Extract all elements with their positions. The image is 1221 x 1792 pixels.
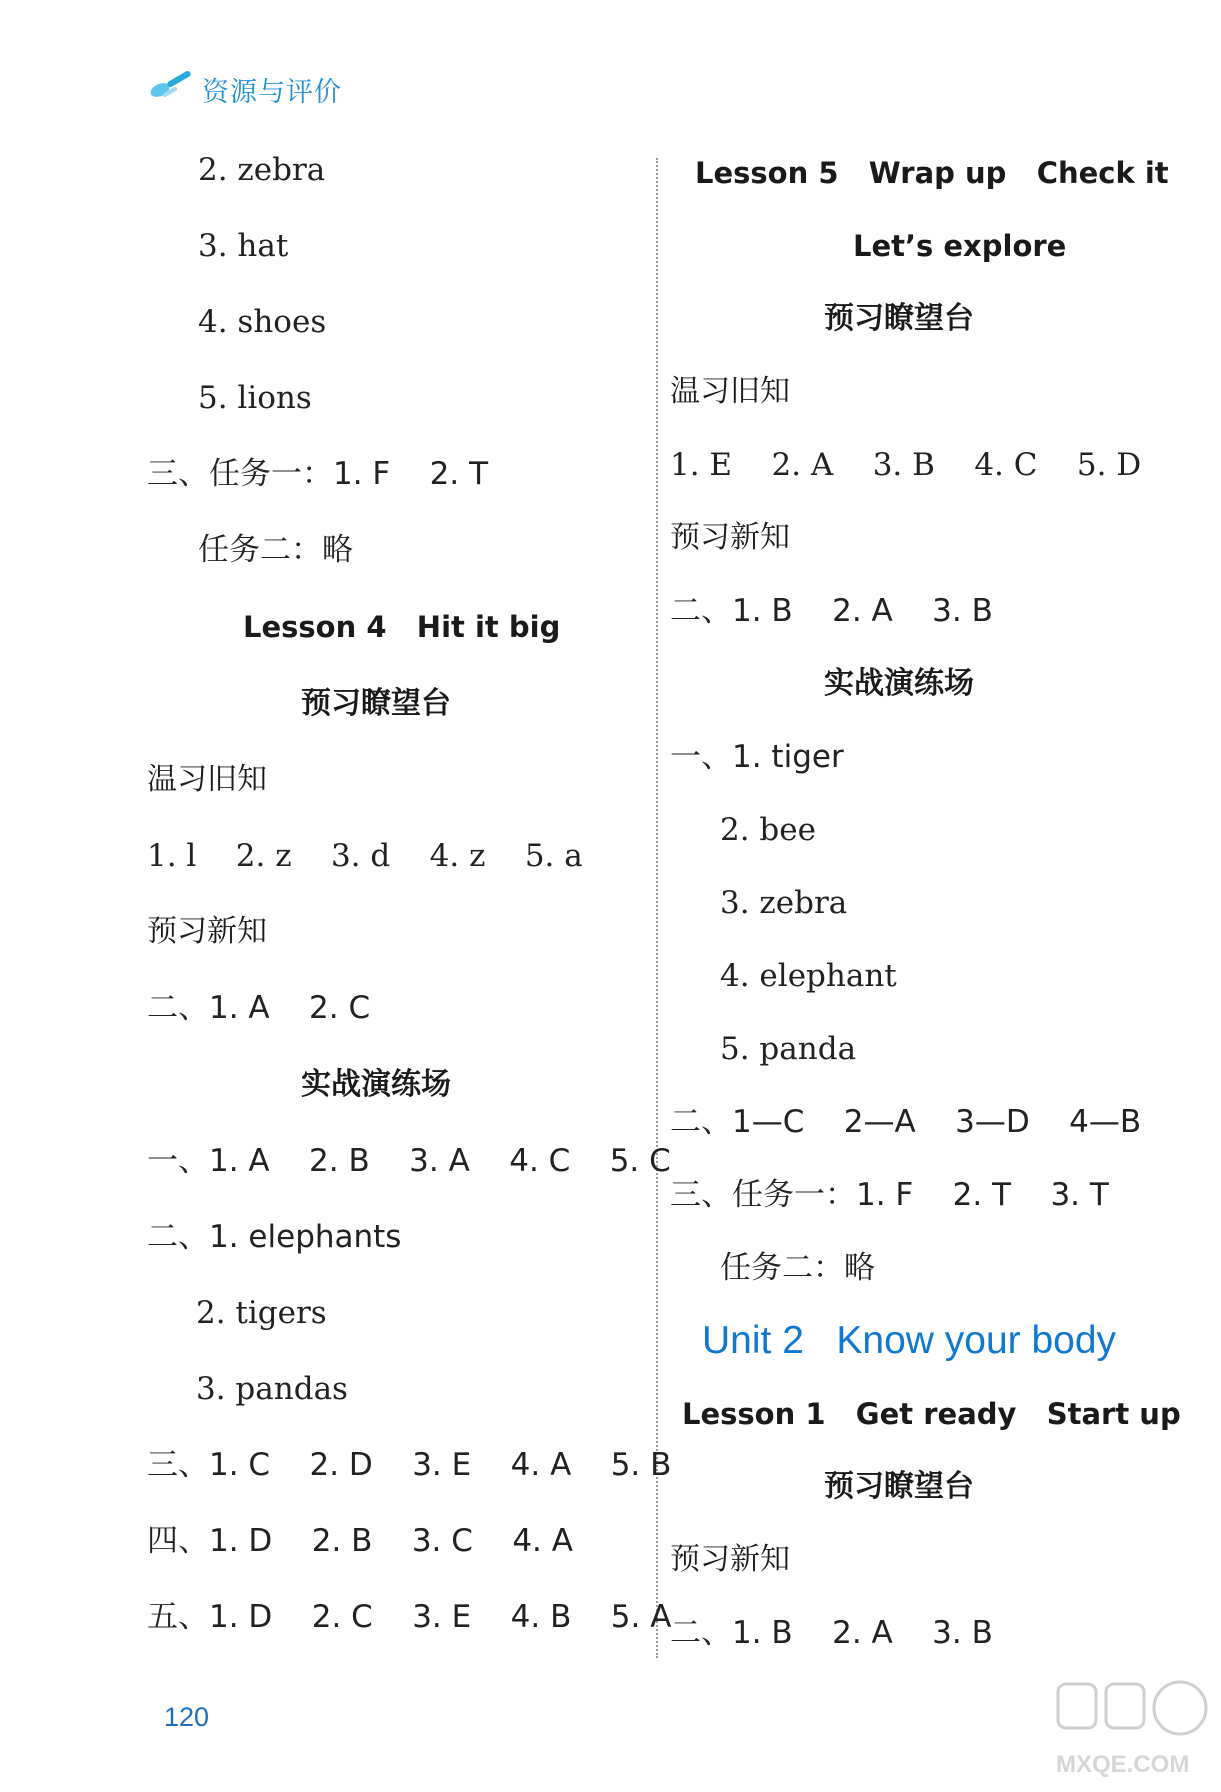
page-number: 120 [164, 1702, 210, 1732]
answer-line: 任务二：略 [720, 1250, 875, 1286]
answer-line: 5. lions [198, 380, 312, 416]
section-heading: 实战演练场 [301, 1067, 451, 1102]
answer-line: 2. bee [720, 812, 816, 848]
answer-line: 4. shoes [198, 304, 327, 340]
answer-line: 三、1. C 2. D 3. E 4. A 5. B [147, 1447, 672, 1483]
lesson-heading: Lesson 5 Wrap up Check it [695, 156, 1169, 190]
subsection-heading: 预习新知 [670, 1542, 790, 1577]
answer-line: 二、1. B 2. A 3. B [670, 1615, 993, 1651]
watermark-logo-icon [1048, 1676, 1218, 1788]
answer-line: 二、1. A 2. C [147, 990, 371, 1026]
unit-heading: Unit 2 Know your body [702, 1319, 1117, 1362]
section-heading: 预习瞭望台 [824, 301, 974, 336]
answer-line: 三、任务一：1. F 2. T 3. T [670, 1177, 1109, 1213]
answer-line: 1. E 2. A 3. B 4. C 5. D [670, 447, 1142, 483]
answer-line: 五、1. D 2. C 3. E 4. B 5. A [147, 1599, 672, 1635]
answer-line: 二、1. elephants [147, 1219, 402, 1255]
brand-logo-icon [148, 72, 196, 106]
section-heading: 预习瞭望台 [824, 1469, 974, 1504]
answer-line: 4. elephant [720, 958, 897, 994]
lesson-heading: Lesson 1 Get ready Start up [682, 1397, 1181, 1431]
answer-line: 四、1. D 2. B 3. C 4. A [147, 1523, 573, 1559]
column-divider [656, 158, 658, 1658]
subsection-heading: 预习新知 [670, 520, 790, 555]
svg-text:MXQE.COM: MXQE.COM [1056, 1751, 1190, 1778]
answer-line: 2. zebra [198, 152, 326, 188]
section-heading: 实战演练场 [824, 666, 974, 701]
section-heading: 预习瞭望台 [301, 686, 451, 721]
header-title: 资源与评价 [202, 76, 342, 108]
answer-line: 1. l 2. z 3. d 4. z 5. a [147, 838, 583, 874]
answer-line: 3. zebra [720, 885, 848, 921]
subsection-heading: 温习旧知 [670, 374, 790, 409]
subsection-heading: 预习新知 [147, 914, 267, 949]
answer-line: 2. tigers [196, 1295, 327, 1331]
answer-line: 3. hat [198, 228, 289, 264]
answer-line: 二、1. B 2. A 3. B [670, 593, 993, 629]
answer-line: 二、1—C 2—A 3—D 4—B [670, 1104, 1142, 1140]
page-header [148, 64, 342, 114]
lesson-heading: Let’s explore [853, 229, 1067, 263]
answer-line: 任务二：略 [198, 532, 353, 568]
subsection-heading: 温习旧知 [147, 762, 267, 797]
answer-line: 3. pandas [196, 1371, 348, 1407]
answer-line: 一、1. A 2. B 3. A 4. C 5. C [147, 1143, 671, 1179]
answer-line: 三、任务一：1. F 2. T [147, 456, 489, 492]
lesson-heading: Lesson 4 Hit it big [243, 610, 561, 644]
answer-line: 5. panda [720, 1031, 857, 1067]
answer-line: 一、1. tiger [670, 739, 844, 775]
